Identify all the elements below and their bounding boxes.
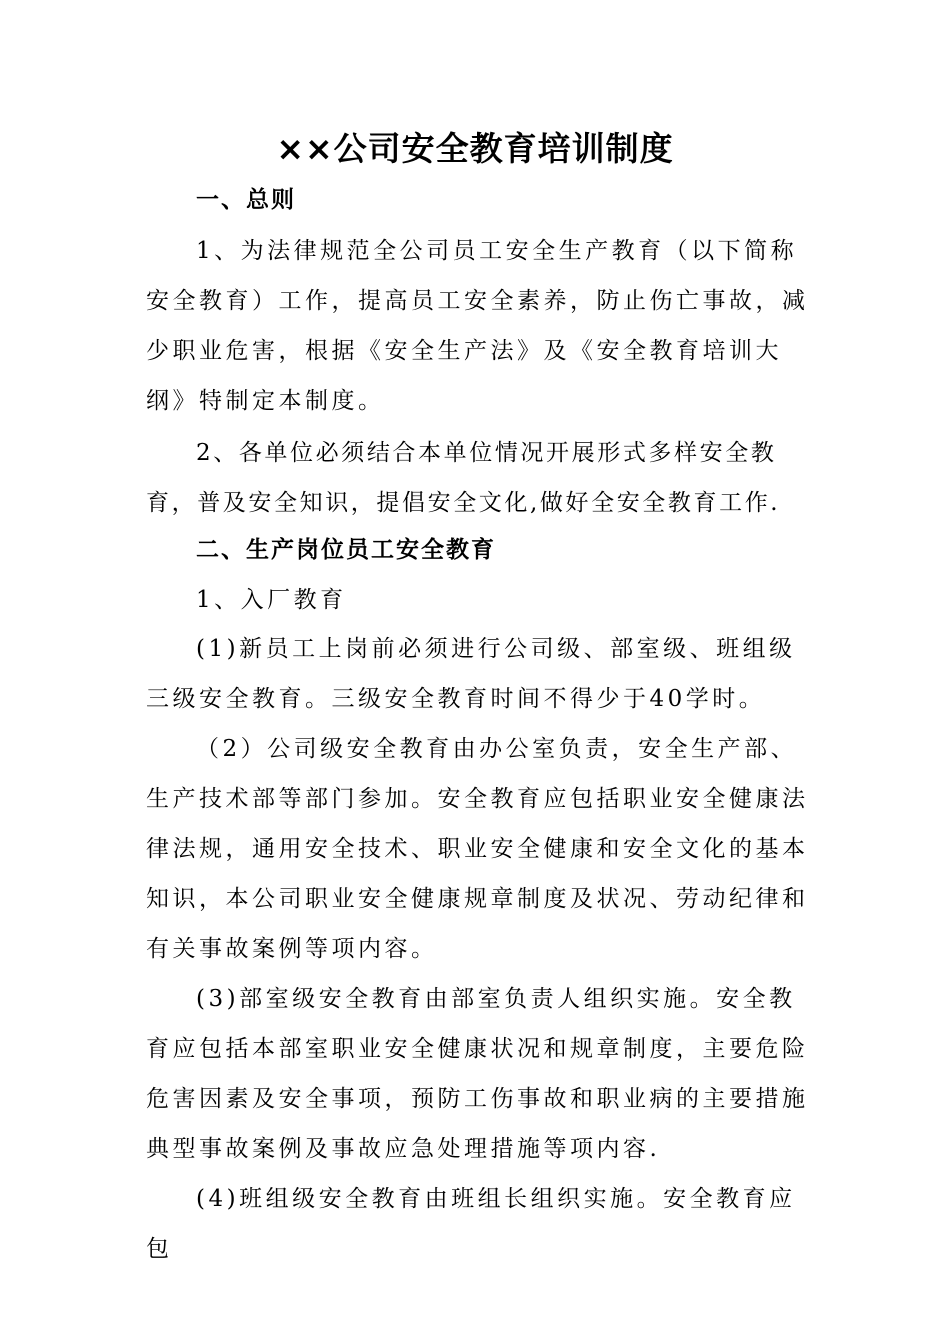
paragraph-team-level: (4)班组级安全教育由班组长组织实施。安全教育应包 — [146, 1186, 796, 1262]
paragraph-purpose: 1、为法律规范全公司员工安全生产教育（以下简称安全教育）工作，提高员工安全素养，防止伤亡事故，减少职业危害，根据《安全生产法》及《安全教育培训大纲》特制定本制度。 — [146, 238, 809, 414]
paragraph-three-level: (1)新员工上岗前必须进行公司级、部室级、班组级三级安全教育。三级安全教育时间不得少于40学时。 — [146, 636, 796, 712]
paragraph-units: 2、各单位必须结合本单位情况开展形式多样安全教育，普及安全知识，提倡安全文化,做好全安全教育工作. — [146, 440, 781, 516]
paragraph-department-level: (3)部室级安全教育由部室负责人组织实施。安全教育应包括本部室职业安全健康状况和规章制度，主要危险危害因素及安全事项，预防工伤事故和职业病的主要措施典型事故案例及事故应急处理措施等项内容. — [146, 986, 809, 1162]
subheading-entry-education: 1、入厂教育 — [196, 587, 347, 613]
section-heading-general: 一、总则 — [196, 187, 296, 213]
document-title: ××公司安全教育培训制度 — [276, 129, 674, 168]
section-heading-production-education: 二、生产岗位员工安全教育 — [196, 537, 496, 563]
paragraph-company-level: （2）公司级安全教育由办公室负责，安全生产部、生产技术部等部门参加。安全教育应包括职业安全健康法律法规，通用安全技术、职业安全健康和安全文化的基本知识，本公司职业安全健康规章制度及状况、劳动纪律和有关事故案例等项内容。 — [146, 736, 809, 962]
